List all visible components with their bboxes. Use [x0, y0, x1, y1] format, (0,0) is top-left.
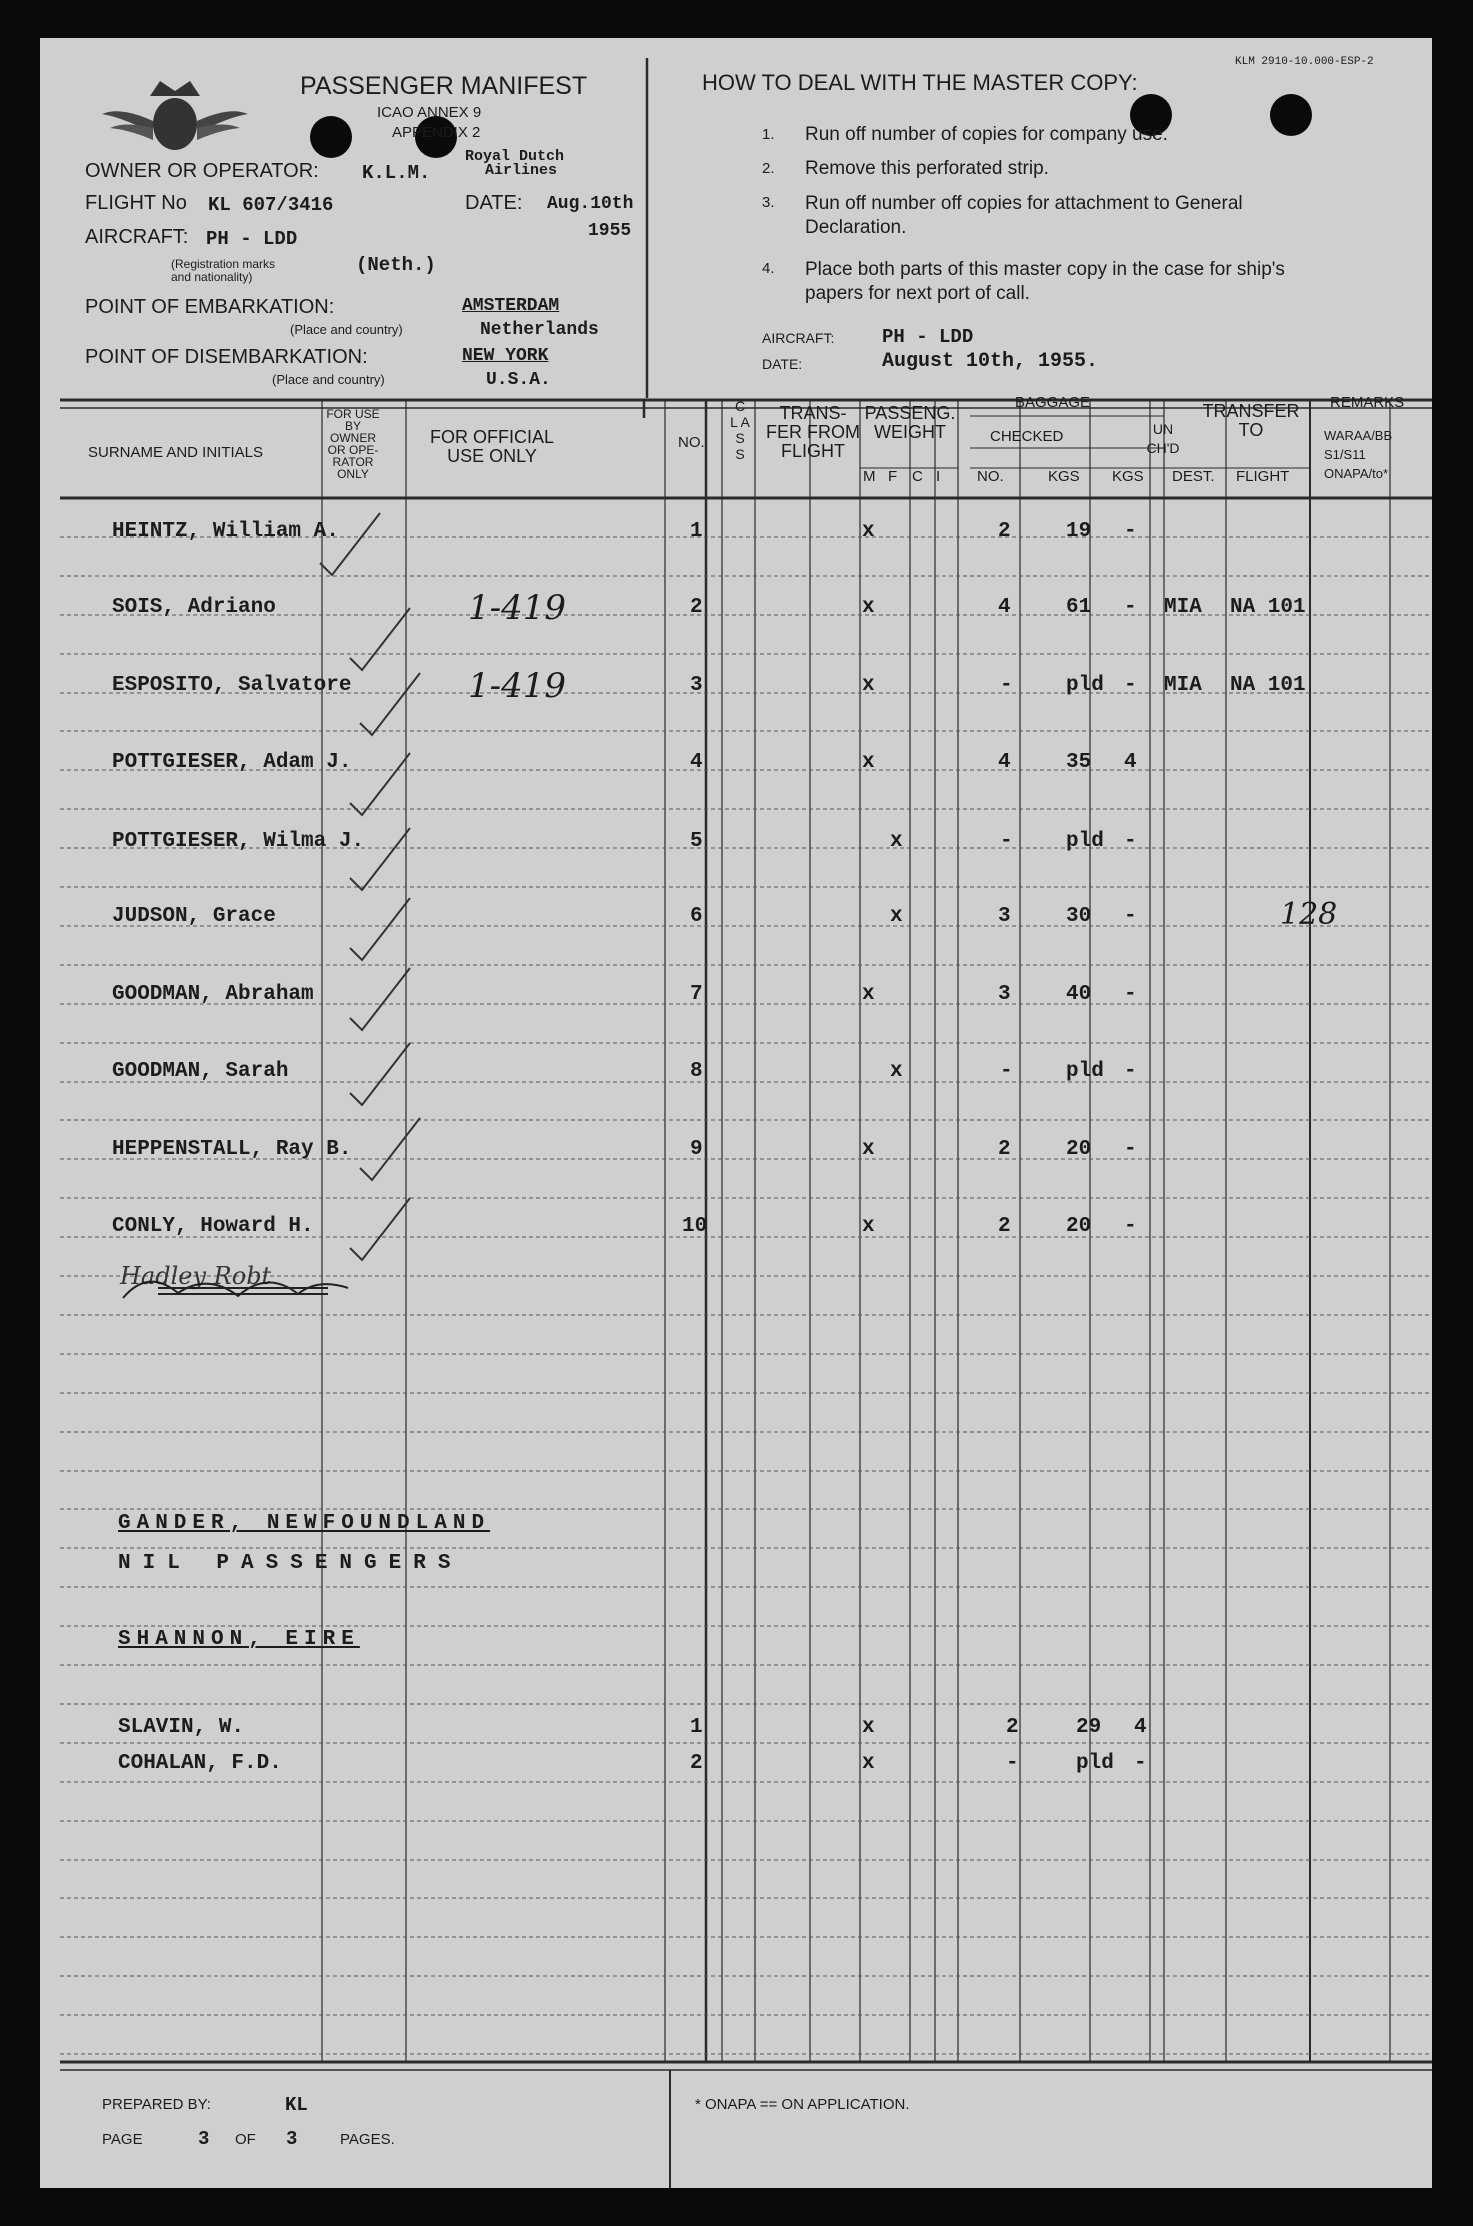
- weight-mark: x: [890, 905, 903, 928]
- passenger-name: POTTGIESER, Wilma J.: [112, 830, 365, 853]
- page-label: PAGE: [102, 2131, 143, 2148]
- flight-no-label: FLIGHT No: [85, 192, 187, 214]
- transfer-dest: MIA: [1164, 674, 1202, 697]
- passenger-name: GOODMAN, Sarah: [112, 1060, 289, 1083]
- col-transfer-to: TRANSFER TO: [1202, 401, 1300, 440]
- weight-mark: x: [862, 1215, 875, 1238]
- weight-mark: x: [862, 751, 875, 774]
- passenger-number: 8: [690, 1060, 703, 1083]
- col-i: I: [936, 468, 941, 485]
- shannon-passenger-number: 2: [690, 1752, 703, 1775]
- weight-mark: x: [862, 983, 875, 1006]
- pages-label: PAGES.: [340, 2131, 395, 2148]
- place-country-note: (Place and country): [290, 322, 403, 337]
- col-class: C L A S S: [730, 398, 750, 462]
- transfer-flight: NA 101: [1230, 596, 1306, 619]
- aircraft-label: AIRCRAFT:: [85, 226, 189, 248]
- baggage-kgs: 20: [1066, 1138, 1092, 1161]
- strip-aircraft-value: PH - LDD: [882, 326, 974, 348]
- disembarkation-country: U.S.A.: [486, 370, 551, 390]
- col-owner-use: FOR USE BY OWNER OR OPE-RATOR ONLY: [326, 407, 380, 481]
- baggage-kgs: 40: [1066, 983, 1092, 1006]
- aircraft-value: PH - LDD: [206, 228, 298, 250]
- passenger-name: HEINTZ, William A.: [112, 520, 339, 543]
- unchecked-kgs: -: [1124, 1138, 1137, 1161]
- shannon-baggage-count: -: [1006, 1752, 1019, 1775]
- appendix: APPENDIX 2: [392, 124, 481, 141]
- shannon-passenger-number: 1: [690, 1716, 703, 1739]
- official-use-entry: 1-419: [468, 666, 567, 706]
- baggage-count: -: [1000, 830, 1013, 853]
- weight-mark: x: [862, 520, 875, 543]
- shannon-weight-mark: x: [862, 1716, 875, 1739]
- col-m: M: [863, 468, 876, 485]
- transfer-flight: NA 101: [1230, 674, 1306, 697]
- prepared-by-value: KL: [285, 2094, 308, 2116]
- col-no: NO.: [678, 434, 705, 451]
- weight-mark: x: [890, 1060, 903, 1083]
- instruction-1-num: 1.: [762, 126, 775, 143]
- unchecked-kgs: -: [1124, 905, 1137, 928]
- strip-date-value: August 10th, 1955.: [882, 350, 1099, 373]
- remark-handwritten: 128: [1280, 897, 1338, 932]
- embarkation-label: POINT OF EMBARKATION:: [85, 296, 335, 318]
- baggage-kgs: pld: [1066, 1060, 1104, 1083]
- unchecked-kgs: -: [1124, 596, 1137, 619]
- baggage-count: -: [1000, 1060, 1013, 1083]
- col-official-use: FOR OFFICIAL USE ONLY: [429, 427, 554, 466]
- strip-date-label: DATE:: [762, 356, 803, 372]
- owner-operator-value: K.L.M.: [362, 162, 431, 184]
- col-f: F: [888, 468, 898, 485]
- owner-operator-name: Royal Dutch Airlines: [465, 148, 565, 179]
- stop-shannon-heading: SHANNON, EIRE: [118, 1628, 360, 1651]
- instruction-4-num: 4.: [762, 260, 775, 277]
- passenger-name: GOODMAN, Abraham: [112, 983, 314, 1006]
- col-bag-no: NO.: [977, 468, 1004, 485]
- embarkation-city: AMSTERDAM: [462, 296, 560, 316]
- unchecked-kgs: 4: [1124, 751, 1137, 774]
- unchecked-kgs: -: [1124, 1060, 1137, 1083]
- prepared-by-label: PREPARED BY:: [102, 2096, 211, 2113]
- date-label: DATE:: [465, 192, 523, 214]
- baggage-kgs: pld: [1066, 674, 1104, 697]
- passenger-number: 10: [682, 1215, 708, 1238]
- passenger-name: ESPOSITO, Salvatore: [112, 674, 352, 697]
- col-unchecked: UN CH'D: [1146, 421, 1180, 456]
- onapa-note: * ONAPA == ON APPLICATION.: [695, 2096, 910, 2113]
- flight-no-value: KL 607/3416: [208, 194, 334, 216]
- passenger-name: CONLY, Howard H.: [112, 1215, 314, 1238]
- passenger-number: 5: [690, 830, 703, 853]
- handwritten-crossed-name: Hadley Robt: [120, 1262, 272, 1290]
- owner-operator-label: OWNER OR OPERATOR:: [85, 160, 319, 182]
- col-weight: PASSENG. WEIGHT: [864, 403, 956, 442]
- baggage-count: 3: [998, 905, 1011, 928]
- weight-mark: x: [862, 596, 875, 619]
- stop-gander-heading: GANDER, NEWFOUNDLAND: [118, 1512, 491, 1535]
- baggage-count: 4: [998, 751, 1011, 774]
- baggage-count: -: [1000, 674, 1013, 697]
- passenger-number: 9: [690, 1138, 703, 1161]
- col-remarks: REMARKS: [1330, 394, 1405, 411]
- baggage-count: 4: [998, 596, 1011, 619]
- page-number: 3: [198, 2128, 210, 2150]
- disembarkation-city: NEW YORK: [462, 346, 549, 366]
- weight-mark: x: [862, 674, 875, 697]
- baggage-kgs: 19: [1066, 520, 1092, 543]
- col-checked: CHECKED: [990, 428, 1064, 445]
- instruction-1: Run off number of copies for company use.: [805, 124, 1168, 145]
- instruction-3: Run off number off copies for attachment to General Declaration.: [805, 193, 1243, 238]
- shannon-weight-mark: x: [862, 1752, 875, 1775]
- weight-mark: x: [890, 830, 903, 853]
- official-use-entry: 1-419: [468, 588, 567, 628]
- baggage-count: 2: [998, 1138, 1011, 1161]
- instruction-2: Remove this perforated strip.: [805, 158, 1049, 179]
- passenger-number: 4: [690, 751, 703, 774]
- baggage-kgs: 30: [1066, 905, 1092, 928]
- unchecked-kgs: -: [1124, 1215, 1137, 1238]
- passenger-number: 1: [690, 520, 703, 543]
- shannon-baggage-kgs: 29: [1076, 1716, 1102, 1739]
- disembarkation-label: POINT OF DISEMBARKATION:: [85, 346, 368, 368]
- embarkation-country: Netherlands: [480, 320, 599, 340]
- col-bag-kgs: KGS: [1048, 468, 1080, 485]
- stop-gander-note: NIL PASSENGERS: [118, 1552, 463, 1575]
- registration-note: (Registration marks and nationality): [171, 257, 276, 284]
- passenger-number: 7: [690, 983, 703, 1006]
- weight-mark: x: [862, 1138, 875, 1161]
- col-surname: SURNAME AND INITIALS: [88, 444, 264, 461]
- transfer-dest: MIA: [1164, 596, 1202, 619]
- unchecked-kgs: -: [1124, 983, 1137, 1006]
- baggage-count: 3: [998, 983, 1011, 1006]
- passenger-name: HEPPENSTALL, Ray B.: [112, 1138, 352, 1161]
- page-total: 3: [286, 2128, 298, 2150]
- passenger-number: 6: [690, 905, 703, 928]
- shannon-passenger-name: SLAVIN, W.: [118, 1716, 245, 1739]
- baggage-kgs: 35: [1066, 751, 1092, 774]
- form-title: PASSENGER MANIFEST: [300, 72, 588, 100]
- baggage-count: 2: [998, 1215, 1011, 1238]
- strip-aircraft-label: AIRCRAFT:: [762, 330, 835, 346]
- baggage-kgs: 20: [1066, 1215, 1092, 1238]
- shannon-unchecked-kgs: 4: [1134, 1716, 1147, 1739]
- col-transfer-from: TRANS-FER FROM FLIGHT: [766, 403, 860, 461]
- passenger-name: JUDSON, Grace: [112, 905, 276, 928]
- form-code: KLM 2910-10.000-ESP-2: [1235, 56, 1374, 68]
- baggage-count: 2: [998, 520, 1011, 543]
- date-value-2: 1955: [588, 221, 632, 241]
- instructions-title: HOW TO DEAL WITH THE MASTER COPY:: [702, 70, 1138, 95]
- col-c: C: [912, 468, 923, 485]
- shannon-unchecked-kgs: -: [1134, 1752, 1147, 1775]
- baggage-kgs: pld: [1066, 830, 1104, 853]
- col-flight: FLIGHT: [1236, 468, 1290, 485]
- table-grid: [40, 38, 1432, 2188]
- passenger-name: SOIS, Adriano: [112, 596, 276, 619]
- unchecked-kgs: -: [1124, 830, 1137, 853]
- col-unch-kgs: KGS: [1112, 468, 1144, 485]
- date-value-1: Aug.10th: [547, 194, 634, 214]
- instruction-2-num: 2.: [762, 160, 775, 177]
- place-country-note-2: (Place and country): [272, 372, 385, 387]
- shannon-baggage-kgs: pld: [1076, 1752, 1114, 1775]
- passenger-name: POTTGIESER, Adam J.: [112, 751, 352, 774]
- passenger-number: 3: [690, 674, 703, 697]
- icao-annex: ICAO ANNEX 9: [377, 104, 482, 121]
- nationality-value: (Neth.): [356, 254, 436, 276]
- instruction-4: Place both parts of this master copy in the case for ship's papers for next port of call.: [805, 259, 1285, 304]
- unchecked-kgs: -: [1124, 520, 1137, 543]
- passenger-number: 2: [690, 596, 703, 619]
- shannon-baggage-count: 2: [1006, 1716, 1019, 1739]
- baggage-kgs: 61: [1066, 596, 1092, 619]
- shannon-passenger-name: COHALAN, F.D.: [118, 1752, 282, 1775]
- col-dest: DEST.: [1172, 468, 1215, 485]
- col-remarks-codes: WARAA/BB S1/S11 ONAPA/to*: [1324, 428, 1393, 481]
- unchecked-kgs: -: [1124, 674, 1137, 697]
- col-baggage: BAGGAGE: [1015, 394, 1091, 411]
- instruction-3-num: 3.: [762, 194, 775, 211]
- manifest-sheet: [40, 38, 1432, 2188]
- of-label: OF: [235, 2131, 256, 2148]
